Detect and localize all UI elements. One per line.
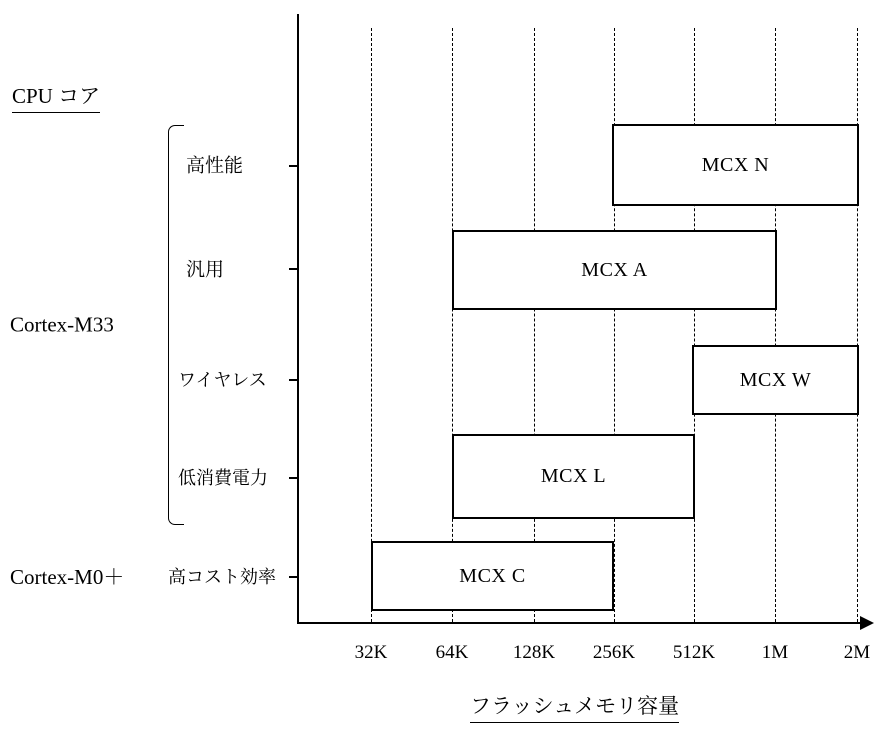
bar-label-mcx-w: MCX W bbox=[739, 368, 812, 391]
bar-mcx-w bbox=[692, 345, 859, 415]
gridline bbox=[775, 28, 776, 622]
x-tick-label-1m: 1M bbox=[761, 642, 789, 663]
x-tick-label-512k: 512K bbox=[672, 642, 716, 663]
x-axis-line bbox=[297, 622, 865, 624]
y-axis-tick bbox=[289, 576, 299, 578]
x-tick-label-64k: 64K bbox=[435, 642, 469, 663]
group-label-cortex-m0plus: Cortex-M0＋ bbox=[10, 565, 125, 589]
bar-label-mcx-c: MCX C bbox=[459, 564, 526, 587]
bar-label-mcx-n: MCX N bbox=[701, 153, 770, 176]
row-label-cost-efficient: 高コスト効率 bbox=[168, 567, 276, 587]
bar-label-mcx-l: MCX L bbox=[540, 465, 607, 487]
gridline bbox=[694, 28, 695, 622]
row-label-high-performance: 高性能 bbox=[186, 155, 244, 177]
bar-mcx-l bbox=[452, 434, 695, 519]
group-label-cortex-m33: Cortex-M33 bbox=[10, 312, 114, 337]
bar-mcx-n bbox=[612, 124, 859, 206]
y-axis-tick bbox=[289, 165, 299, 167]
y-axis-line bbox=[297, 14, 299, 624]
gridline bbox=[534, 28, 535, 622]
x-axis-arrow-icon bbox=[860, 616, 874, 630]
row-label-general-purpose: 汎用 bbox=[186, 259, 225, 281]
gridline bbox=[371, 28, 372, 622]
x-tick-label-32k: 32K bbox=[354, 642, 388, 663]
x-tick-label-256k: 256K bbox=[592, 642, 636, 663]
row-label-low-power: 低消費電力 bbox=[178, 468, 268, 488]
y-axis-tick bbox=[289, 268, 299, 270]
gridline bbox=[452, 28, 453, 622]
x-tick-label-128k: 128K bbox=[512, 642, 556, 663]
y-axis-title: CPU コア bbox=[12, 80, 100, 113]
gridline bbox=[614, 28, 615, 622]
bar-mcx-c bbox=[371, 541, 614, 611]
x-tick-label-2m: 2M bbox=[843, 642, 871, 663]
row-label-wireless: ワイヤレス bbox=[178, 370, 267, 390]
x-axis-title: フラッシュメモリ容量 bbox=[470, 690, 679, 723]
bar-label-mcx-a: MCX A bbox=[581, 258, 648, 281]
gridline bbox=[857, 28, 858, 622]
y-axis-tick bbox=[289, 477, 299, 479]
bar-mcx-a bbox=[452, 230, 777, 310]
y-axis-tick bbox=[289, 379, 299, 381]
